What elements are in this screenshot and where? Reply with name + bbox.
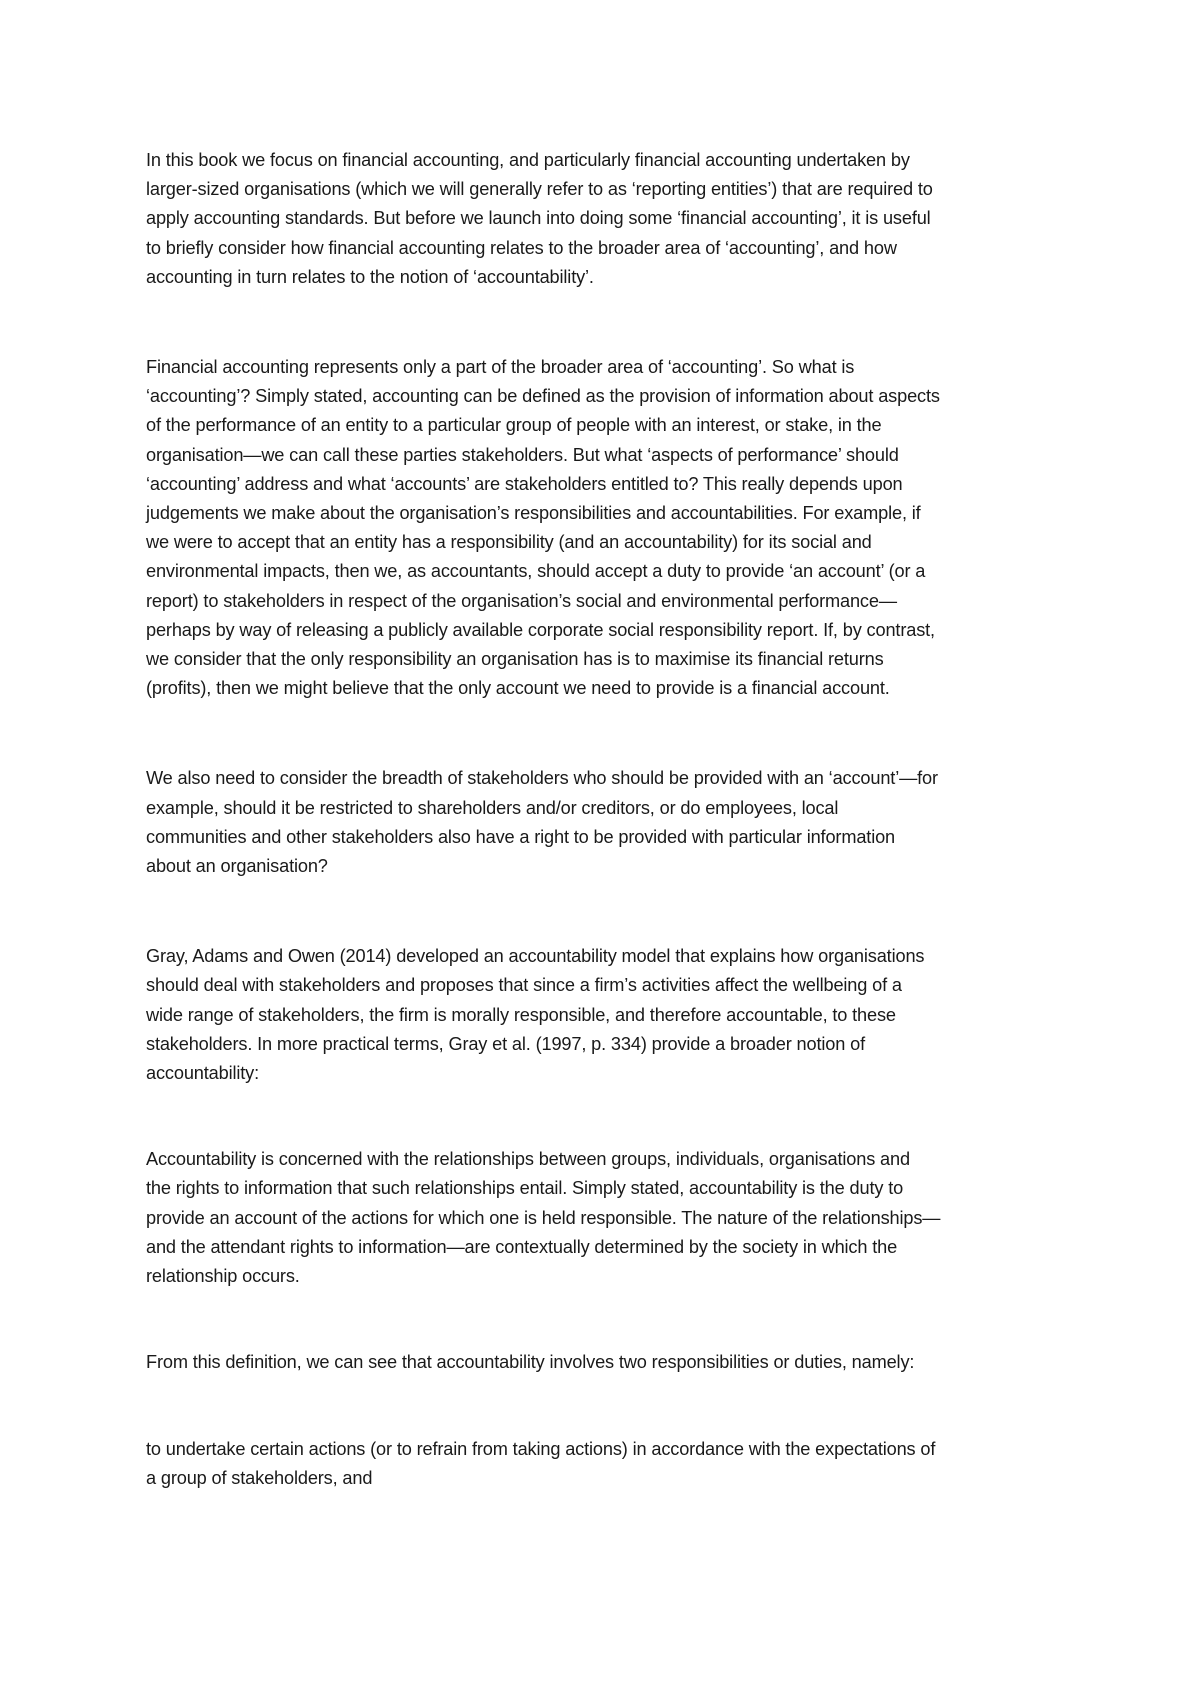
text-line: Financial accounting represents only a part of the broader area of ‘accounting’. So what is	[146, 357, 855, 378]
paragraph-financial-accounting	[146, 353, 1078, 703]
text-line: larger-sized organisations (which we will generally refer to as ‘reporting entities’) that are required to	[146, 179, 933, 200]
paragraph-spacer	[146, 1291, 1078, 1348]
paragraph-breadth	[146, 764, 1078, 881]
text-line: wide range of stakeholders, the firm is morally responsible, and therefore accountable, to these	[146, 1004, 896, 1025]
paragraph-duty-one	[146, 1435, 1078, 1493]
text-line: provide an account of the actions for which one is held responsible. The nature of the relationships—	[146, 1207, 941, 1228]
paragraph-spacer	[146, 881, 1078, 942]
paragraph-spacer	[146, 1088, 1078, 1145]
text-line: should deal with stakeholders and proposes that since a firm’s activities affect the wellbeing of a	[146, 975, 902, 996]
text-line: report) to stakeholders in respect of the organisation’s social and environmental performance—	[146, 590, 897, 611]
text-line: and the attendant rights to information—are contextually determined by the society in which the	[146, 1236, 898, 1257]
text-line: about an organisation?	[146, 856, 328, 877]
document-body	[146, 146, 1078, 1493]
text-line: of the performance of an entity to a particular group of people with an interest, or stake, in the	[146, 415, 882, 436]
text-line: we consider that the only responsibility an organisation has is to maximise its financial returns	[146, 649, 884, 670]
paragraph-spacer	[146, 1378, 1078, 1435]
text-line: communities and other stakeholders also have a right to be provided with particular information	[146, 826, 896, 847]
text-line: ‘accounting’? Simply stated, accounting can be defined as the provision of information about aspects	[146, 386, 940, 407]
text-line: accounting in turn relates to the notion of ‘accountability’.	[146, 266, 594, 287]
text-line: the rights to information that such relationships entail. Simply stated, accountability is the duty to	[146, 1178, 904, 1199]
text-line: to briefly consider how financial accounting relates to the broader area of ‘accounting’, and how	[146, 237, 897, 258]
text-line: From this definition, we can see that accountability involves two responsibilities or duties, namely:	[146, 1352, 915, 1373]
text-line: stakeholders. In more practical terms, Gray et al. (1997, p. 334) provide a broader notion of	[146, 1033, 865, 1054]
text-line: we were to accept that an entity has a responsibility (and an accountability) for its social and	[146, 532, 872, 553]
paragraph-definition-quote	[146, 1145, 1078, 1291]
text-line: accountability:	[146, 1063, 260, 1084]
text-line: environmental impacts, then we, as accountants, should accept a duty to provide ‘an account’ (or a	[146, 561, 926, 582]
paragraph-two-duties	[146, 1348, 1078, 1377]
text-line: Accountability is concerned with the relationships between groups, individuals, organisations and	[146, 1149, 910, 1170]
text-line: We also need to consider the breadth of stakeholders who should be provided with an ‘account’—for	[146, 768, 938, 789]
paragraph-spacer	[146, 703, 1078, 764]
paragraph-intro	[146, 146, 1078, 292]
text-line: a group of stakeholders, and	[146, 1467, 373, 1488]
text-line: judgements we make about the organisation’s responsibilities and accountabilities. For example, if	[146, 503, 921, 524]
text-line: In this book we focus on financial accounting, and particularly financial accounting undertaken by	[146, 150, 910, 170]
text-line: Gray, Adams and Owen (2014) developed an accountability model that explains how organisations	[146, 946, 925, 967]
text-line: perhaps by way of releasing a publicly available corporate social responsibility report. If, by contrast,	[146, 619, 935, 640]
text-line: ‘accounting’ address and what ‘accounts’ are stakeholders entitled to? This really depends upon	[146, 473, 903, 494]
text-line: relationship occurs.	[146, 1266, 300, 1287]
text-line: apply accounting standards. But before we launch into doing some ‘financial accounting’, it is useful	[146, 208, 931, 229]
paragraph-spacer	[146, 292, 1078, 353]
text-line: example, should it be restricted to shareholders and/or creditors, or do employees, local	[146, 797, 839, 818]
paragraph-gray-model	[146, 942, 1078, 1088]
text-line: to undertake certain actions (or to refrain from taking actions) in accordance with the expectations of	[146, 1438, 936, 1459]
text-line: organisation—we can call these parties stakeholders. But what ‘aspects of performance’ should	[146, 444, 899, 465]
text-line: (profits), then we might believe that the only account we need to provide is a financial account.	[146, 678, 890, 699]
